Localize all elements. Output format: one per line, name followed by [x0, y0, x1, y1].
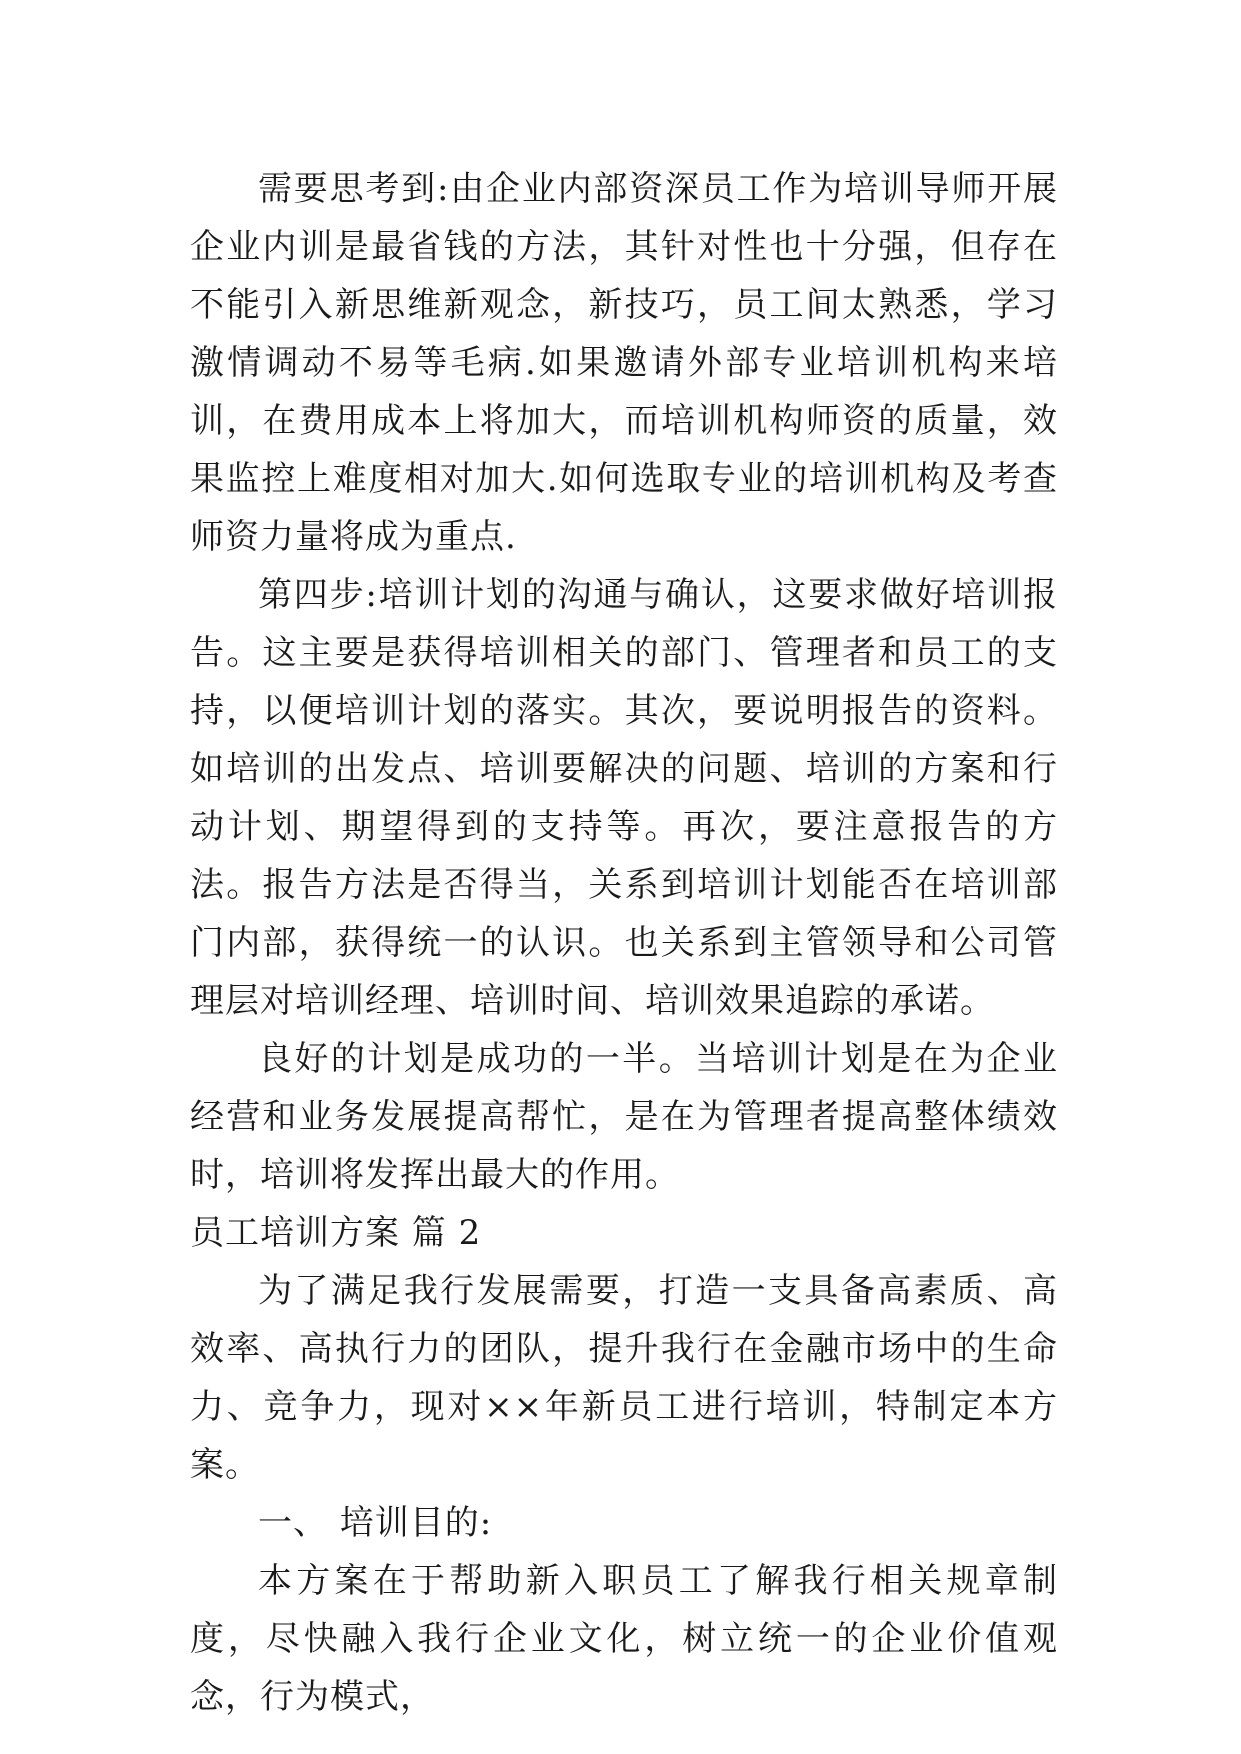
paragraph-intro: 为了满足我行发展需要，打造一支具备高素质、高效率、高执行力的团队，提升我行在金融市场中的生命力、竞争力，现对××年新员工进行培训，特制定本方案。: [190, 1271, 1058, 1485]
paragraph-purpose-body: 本方案在于帮助新入职员工了解我行相关规章制度，尽快融入我行企业文化，树立统一的企业价值观念，行为模式，: [190, 1561, 1058, 1717]
paragraph-purpose-heading: 一、 培训目的:: [258, 1503, 493, 1543]
paragraph-thinking: 需要思考到:由企业内部资深员工作为培训导师开展企业内训是最省钱的方法，其针对性也十分强，但存在不能引入新思维新观念，新技巧，员工间太熟悉，学习激情调动不易等毛病.如果邀请外部专业培训机构来培训，在费用成本上将加大，而培训机构师资的质量，效果监控上难度相对加大.如何选取专业的培训机构及考查师资力量将成为重点.: [190, 169, 1058, 557]
section-heading: 员工培训方案 篇 2: [190, 1213, 482, 1253]
paragraph-step-four: 第四步:培训计划的沟通与确认，这要求做好培训报告。这主要是获得培训相关的部门、管理者和员工的支持，以便培训计划的落实。其次，要说明报告的资料。如培训的出发点、培训要解决的问题、培训的方案和行动计划、期望得到的支持等。再次，要注意报告的方法。报告方法是否得当，关系到培训计划能否在培训部门内部，获得统一的认识。也关系到主管领导和公司管理层对培训经理、培训时间、培训效果追踪的承诺。: [190, 575, 1058, 1021]
document-body: [190, 160, 1058, 1726]
paragraph-good-plan: 良好的计划是成功的一半。当培训计划是在为企业经营和业务发展提高帮忙，是在为管理者提高整体绩效时，培训将发挥出最大的作用。: [190, 1039, 1058, 1195]
